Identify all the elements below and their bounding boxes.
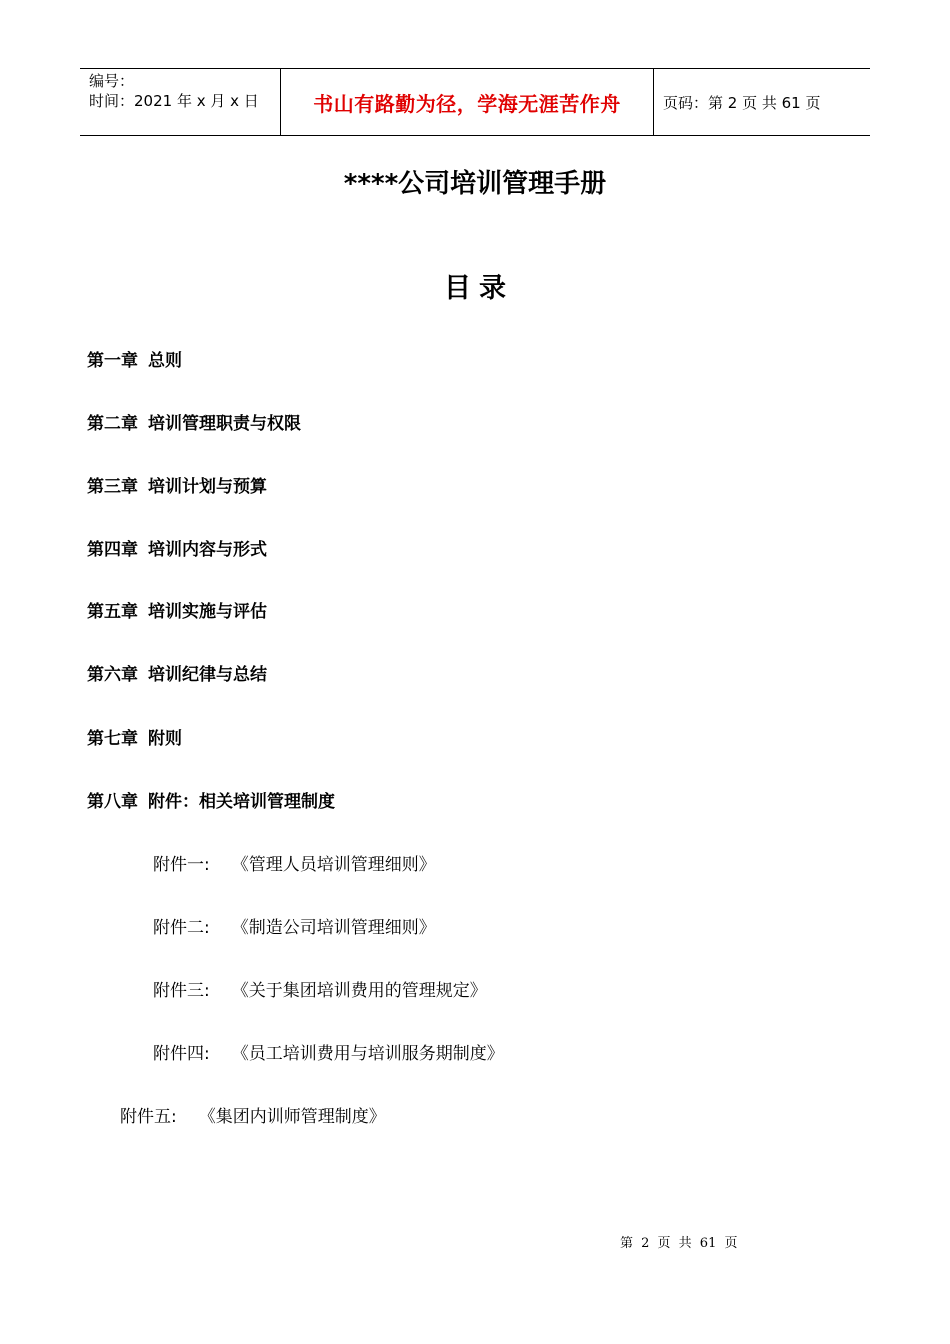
chapter-title: 附件：相关培训管理制度 xyxy=(148,792,335,812)
document-title: ****公司培训管理手册 xyxy=(343,169,607,199)
appendix-title: 《员工培训费用与培训服务期制度》 xyxy=(231,1044,504,1064)
chapter-title: 培训计划与预算 xyxy=(148,477,267,497)
chapter-title: 总则 xyxy=(148,351,182,371)
appendix-title: 《管理人员培训管理细则》 xyxy=(231,855,436,875)
appendix-title: 《集团内训师管理制度》 xyxy=(198,1107,386,1127)
toc-chapter xyxy=(87,724,182,749)
toc-chapter xyxy=(87,787,335,812)
chapter-number: 第二章 xyxy=(87,414,138,434)
toc-chapter xyxy=(87,660,267,685)
toc-appendix xyxy=(153,976,487,1001)
toc-appendix xyxy=(120,1102,386,1127)
chapter-title: 培训纪律与总结 xyxy=(148,665,267,685)
header-motto: 书山有路勤为径，学海无涯苦作舟 xyxy=(281,69,654,135)
toc-chapter xyxy=(87,472,267,497)
toc-chapter xyxy=(87,409,301,434)
header-meta xyxy=(80,69,281,135)
toc-appendix xyxy=(153,913,436,938)
appendix-title: 《制造公司培训管理细则》 xyxy=(231,918,436,938)
appendix-label: 附件一: xyxy=(153,855,210,875)
chapter-number: 第五章 xyxy=(87,602,138,622)
toc-appendix xyxy=(153,850,436,875)
page-footer: 第 2 页 共 61 页 xyxy=(620,1236,738,1251)
chapter-number: 第一章 xyxy=(87,351,138,371)
chapter-number: 第三章 xyxy=(87,477,138,497)
appendix-label: 附件四: xyxy=(153,1044,210,1064)
chapter-title: 培训实施与评估 xyxy=(148,602,267,622)
chapter-title: 附则 xyxy=(148,729,182,749)
toc-chapter xyxy=(87,597,267,622)
number-label: 编号： xyxy=(89,72,135,90)
appendix-label: 附件二: xyxy=(153,918,210,938)
chapter-number: 第七章 xyxy=(87,729,138,749)
page-header xyxy=(80,68,870,136)
time-label: 时间：2021 年 x 月 x 日 xyxy=(89,92,259,110)
toc-chapter xyxy=(87,535,267,560)
toc-appendix xyxy=(153,1039,504,1064)
toc-chapter xyxy=(87,346,182,371)
chapter-title: 培训内容与形式 xyxy=(148,540,267,560)
chapter-number: 第八章 xyxy=(87,792,138,812)
header-page-code: 页码：第 2 页 共 61 页 xyxy=(663,93,821,112)
chapter-number: 第四章 xyxy=(87,540,138,560)
appendix-label: 附件三: xyxy=(153,981,210,1001)
chapter-number: 第六章 xyxy=(87,665,138,685)
appendix-title: 《关于集团培训费用的管理规定》 xyxy=(231,981,487,1001)
chapter-title: 培训管理职责与权限 xyxy=(148,414,301,434)
toc-title: 目录 xyxy=(444,273,514,304)
appendix-label: 附件五: xyxy=(120,1107,177,1127)
